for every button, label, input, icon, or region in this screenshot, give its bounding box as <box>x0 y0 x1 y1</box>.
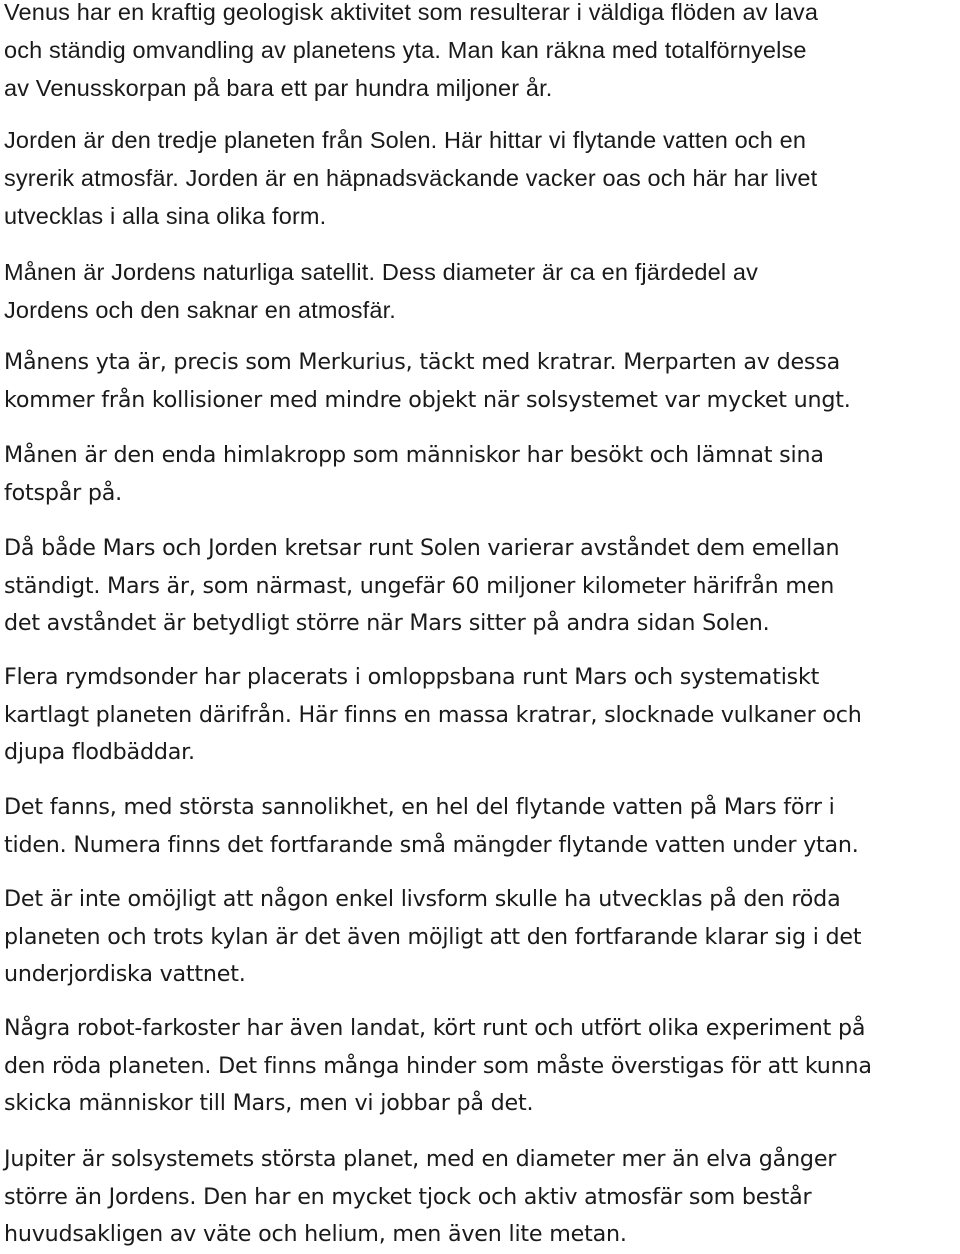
text-line: Jordens och den saknar en atmosfär. <box>4 297 396 323</box>
text-line: Några robot-farkoster har även landat, kört runt och utfört olika experiment på <box>4 1015 866 1041</box>
text-line: utvecklas i alla sina olika form. <box>4 203 327 229</box>
text-line: det avståndet är betydligt större när Mars sitter på andra sidan Solen. <box>4 610 770 636</box>
text-line: Det fanns, med största sannolikhet, en hel del flytande vatten på Mars förr i <box>4 794 835 820</box>
paragraph-mars-life <box>4 881 861 994</box>
paragraph-mars-probes <box>4 659 862 772</box>
text-line: Månen är den enda himlakropp som människor har besökt och lämnat sina <box>4 442 824 468</box>
text-line: kartlagt planeten därifrån. Här finns en massa kratrar, slocknade vulkaner och <box>4 701 862 728</box>
text-line: fotspår på. <box>4 479 123 506</box>
paragraph-earth <box>4 121 817 235</box>
paragraph-mars-robots <box>4 1010 872 1123</box>
text-line: syrerik atmosfär. Jorden är en häpnadsväckande vacker oas och här har livet <box>4 165 818 191</box>
text-line: skicka människor till Mars, men vi jobbar på det. <box>4 1090 534 1116</box>
text-line: och ständig omvandling av planetens yta. Man kan räkna med totalförnyelse <box>4 37 807 63</box>
text-line: den röda planeten. Det finns många hinder som måste överstigas för att kunna <box>4 1052 872 1079</box>
text-line: Flera rymdsonder har placerats i omloppsbana runt Mars och systematiskt <box>4 664 820 690</box>
text-line: huvudsakligen av väte och helium, men även lite metan. <box>4 1221 627 1247</box>
text-line: Jorden är den tredje planeten från Solen. Här hittar vi flytande vatten och en <box>4 127 807 153</box>
text-line: kommer från kollisioner med mindre objekt när solsystemet var mycket ungt. <box>4 386 851 413</box>
text-line: underjordiska vattnet. <box>4 961 246 987</box>
text-line: större än Jordens. Den har en mycket tjock och aktiv atmosfär som består <box>4 1183 812 1210</box>
paragraph-mars-water <box>4 789 859 864</box>
text-line: Venus har en kraftig geologisk aktivitet som resulterar i väldiga flöden av lava <box>4 0 819 25</box>
text-line: djupa flodbäddar. <box>4 739 195 765</box>
text-line: Då både Mars och Jorden kretsar runt Solen varierar avståndet dem emellan <box>4 535 840 561</box>
text-line: Månen är Jordens naturliga satellit. Dess diameter är ca en fjärdedel av <box>4 259 759 285</box>
paragraph-venus <box>4 0 818 107</box>
text-line: planeten och trots kylan är det även möjligt att den fortfarande klarar sig i det <box>4 923 862 950</box>
text-line: ständigt. Mars är, som närmast, ungefär 60 miljoner kilometer härifrån men <box>4 572 835 599</box>
paragraph-mars-distance <box>4 530 839 643</box>
text-line: tiden. Numera finns det fortfarande små mängder flytande vatten under ytan. <box>4 831 859 858</box>
text-line: Det är inte omöjligt att någon enkel livsform skulle ha utvecklas på den röda <box>4 886 841 912</box>
paragraph-jupiter <box>4 1141 836 1254</box>
text-line: Jupiter är solsystemets största planet, med en diameter mer än elva gånger <box>4 1146 837 1172</box>
text-line: Månens yta är, precis som Merkurius, täckt med kratrar. Merparten av dessa <box>4 349 841 375</box>
text-line: av Venusskorpan på bara ett par hundra miljoner år. <box>4 75 553 101</box>
paragraph-moon-footprints <box>4 437 824 512</box>
paragraph-moon-satellite <box>4 253 758 329</box>
paragraph-moon-craters <box>4 344 851 419</box>
